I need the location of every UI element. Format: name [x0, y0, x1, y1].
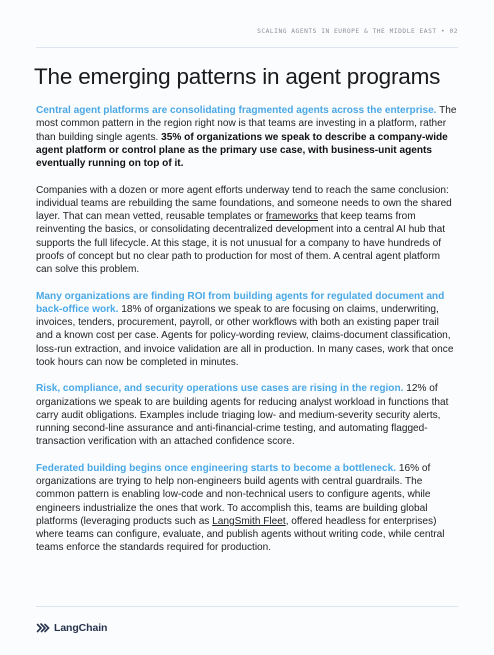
running-header: SCALING AGENTS IN EUROPE & THE MIDDLE EAST • 02 [257, 28, 458, 35]
page-title: The emerging patterns in agent programs [34, 64, 441, 89]
footer-divider [36, 606, 458, 607]
logo-wordmark: LangChain [54, 622, 108, 634]
article-body [36, 104, 458, 568]
paragraph-consolidation [36, 184, 458, 277]
langchain-logo-icon [36, 622, 50, 634]
paragraph-text: that keep teams from reinventing the basics, or consolidating decentralized development into a central AI hub that supports the full lifecycle. At this stage, it is not unusual for a company to have hundreds of proofs of concept but no clear path to production for most of them. A central agent platform can solve this problem. [36, 211, 446, 275]
paragraph-regulated-documents [36, 290, 458, 370]
paragraph-lead: Risk, compliance, and security operations use cases are rising in the region. [36, 383, 404, 395]
paragraph-lead: Federated building begins once engineering starts to become a bottleneck. [36, 462, 397, 474]
langchain-logo [36, 622, 107, 634]
header-divider [36, 47, 458, 48]
frameworks-link[interactable]: frameworks [265, 211, 319, 222]
paragraph-text: , offered headless for enterprises) where teams can configure, evaluate, and publish agents without writing code, while central teams enforce the standards required for production. [36, 515, 445, 554]
paragraph-text: Companies with a dozen or more agent efforts underway tend to reach the same conclusion: individual teams are rebuilding the same foundations, and someone needs to own the shared layer. That can mean vetted, reusable templates or [36, 184, 452, 222]
paragraph-text: 16% of organizations are trying to help non-engineers build agents with central guardrails. The common pattern is enabling low-code and non-technical users to configure agents, while engineers industrialize the ones that work. To accomplish this, teams are building global platforms (leveraging products such as [36, 462, 431, 527]
paragraph-lead: Central agent platforms are consolidating fragmented agents across the enterprise. [36, 105, 437, 116]
paragraph-risk-compliance [36, 382, 458, 448]
paragraph-text: The most common pattern in the region right now is that teams are investing in a platform, rather than building single agents. [36, 105, 457, 143]
paragraph-platforms [36, 104, 458, 170]
paragraph-bold-text: 35% of organizations we speak to describe a company-wide agent platform or control plane as the primary use case, with business-unit agents eventually running on top of it. [36, 131, 448, 169]
paragraph-text: 18% of organizations we speak to are focusing on claims, underwriting, invoices, tenders, procurement, payroll, or other workflows with both an existing paper trail and a known cost per case. Agents for policy-wording review, claims-document classification, loss-run extraction, and invoice validation are all in production. In many cases, work that once took hours can now be completed in minutes. [36, 303, 454, 368]
paragraph-lead: Many organizations are finding ROI from building agents for regulated document and back-office work. [36, 290, 445, 315]
langsmith-fleet-link[interactable]: LangSmith Fleet [212, 515, 286, 527]
paragraph-federated-building [36, 462, 458, 555]
paragraph-text: 12% of organizations we speak to are building agents for reducing analyst workload in functions that carry audit obligations. Examples include triaging low- and medium-severity security alerts, running second-line assurance and anti-financial-crime testing, and automating flagged-transaction verification with an attached confidence score. [36, 383, 449, 448]
